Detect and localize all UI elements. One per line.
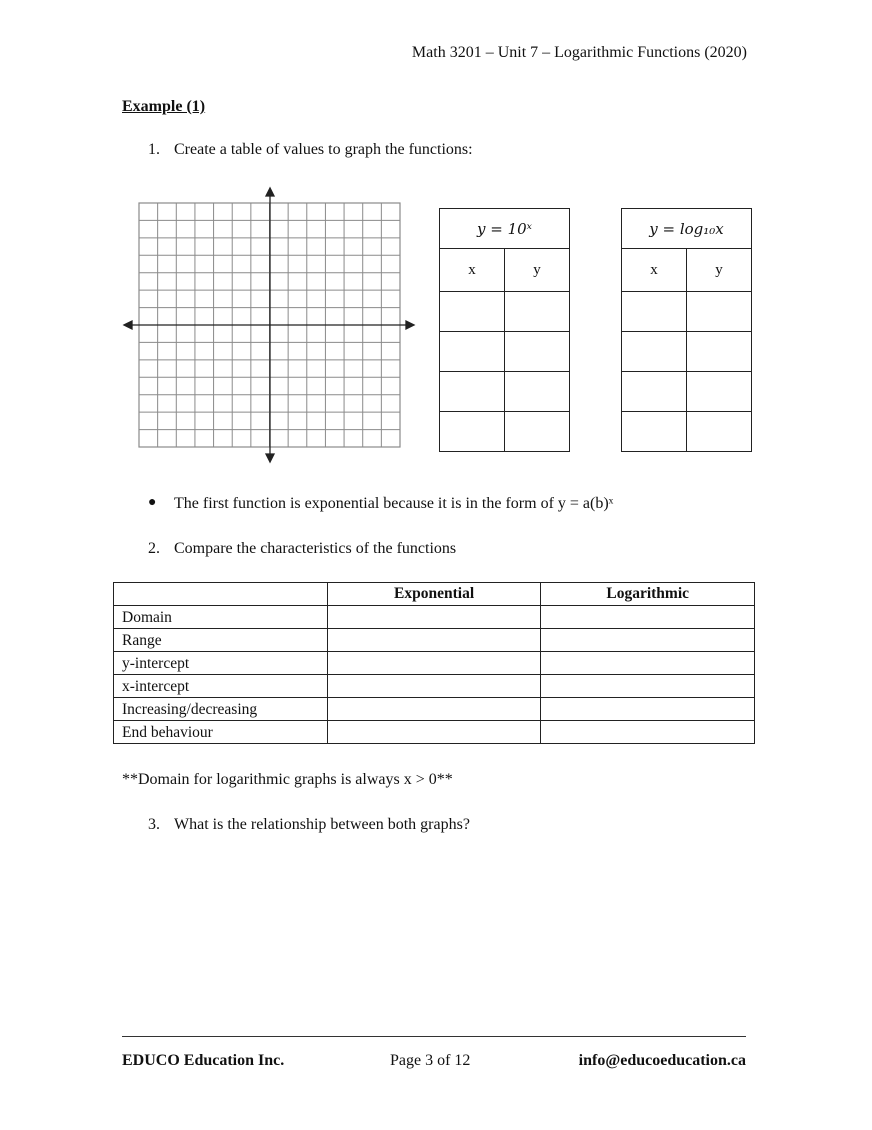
comparison-table bbox=[113, 582, 755, 744]
table-cell[interactable] bbox=[440, 292, 505, 332]
table-cell[interactable] bbox=[541, 675, 755, 698]
x-axis-left-arrow bbox=[124, 321, 132, 329]
table-row bbox=[114, 606, 755, 629]
footer-email: info@educoeducation.ca bbox=[578, 1052, 746, 1069]
table-row bbox=[114, 675, 755, 698]
x-axis-right-arrow bbox=[406, 321, 414, 329]
table-cell[interactable] bbox=[622, 332, 687, 372]
bullet-icon: ● bbox=[148, 495, 157, 510]
table-cell[interactable] bbox=[622, 292, 687, 332]
question-2-number: 2. bbox=[148, 540, 160, 557]
table-cell[interactable] bbox=[327, 606, 541, 629]
row-label-x-intercept: x-intercept bbox=[114, 675, 328, 698]
table-logarithmic-title: y = log₁₀x bbox=[622, 209, 752, 249]
table-row bbox=[114, 652, 755, 675]
row-label-y-intercept: y-intercept bbox=[114, 652, 328, 675]
table-cell[interactable] bbox=[327, 721, 541, 744]
table-cell[interactable] bbox=[505, 412, 570, 452]
table-cell[interactable] bbox=[440, 372, 505, 412]
table-cell[interactable] bbox=[327, 652, 541, 675]
table-cell[interactable] bbox=[622, 412, 687, 452]
bullet-text: The first function is exponential because it is in the form of y = a(b)ˣ bbox=[174, 495, 614, 512]
table-cell[interactable] bbox=[440, 332, 505, 372]
table-cell[interactable] bbox=[327, 698, 541, 721]
domain-note: **Domain for logarithmic graphs is always x > 0** bbox=[122, 771, 453, 788]
question-3-text: What is the relationship between both graphs? bbox=[174, 816, 470, 833]
table-cell[interactable] bbox=[687, 292, 752, 332]
table-exponential-x-header: x bbox=[440, 249, 505, 292]
table-cell[interactable] bbox=[622, 372, 687, 412]
coordinate-grid bbox=[118, 186, 420, 466]
table-row bbox=[114, 721, 755, 744]
footer-page-number: Page 3 of 12 bbox=[390, 1052, 471, 1069]
table-logarithmic bbox=[621, 208, 752, 452]
table-cell[interactable] bbox=[440, 412, 505, 452]
table-cell[interactable] bbox=[541, 606, 755, 629]
table-logarithmic-x-header: x bbox=[622, 249, 687, 292]
table-exponential-y-header: y bbox=[505, 249, 570, 292]
question-2-text: Compare the characteristics of the functions bbox=[174, 540, 457, 557]
table-cell[interactable] bbox=[541, 629, 755, 652]
question-3-number: 3. bbox=[148, 816, 160, 833]
row-label-end-behaviour: End behaviour bbox=[114, 721, 328, 744]
question-1-text: Create a table of values to graph the functions: bbox=[174, 141, 473, 158]
table-exponential bbox=[439, 208, 570, 452]
table-cell[interactable] bbox=[541, 698, 755, 721]
table-logarithmic-y-header: y bbox=[687, 249, 752, 292]
table-exponential-title: y = 10ˣ bbox=[440, 209, 570, 249]
table-cell[interactable] bbox=[327, 629, 541, 652]
comparison-header-logarithmic: Logarithmic bbox=[541, 583, 755, 606]
page-header: Math 3201 – Unit 7 – Logarithmic Functions (2020) bbox=[411, 44, 747, 61]
table-cell[interactable] bbox=[505, 292, 570, 332]
row-label-domain: Domain bbox=[114, 606, 328, 629]
table-cell[interactable] bbox=[505, 332, 570, 372]
question-1-number: 1. bbox=[148, 141, 160, 158]
table-row bbox=[114, 629, 755, 652]
row-label-range: Range bbox=[114, 629, 328, 652]
table-cell[interactable] bbox=[687, 332, 752, 372]
table-cell[interactable] bbox=[541, 721, 755, 744]
footer-company: EDUCO Education Inc. bbox=[122, 1052, 285, 1069]
comparison-header-exponential: Exponential bbox=[327, 583, 541, 606]
table-cell[interactable] bbox=[505, 372, 570, 412]
footer-divider bbox=[122, 1036, 746, 1037]
row-label-increasing-decreasing: Increasing/decreasing bbox=[114, 698, 328, 721]
comparison-header-blank bbox=[114, 583, 328, 606]
example-title: Example (1) bbox=[122, 98, 206, 115]
table-cell[interactable] bbox=[687, 372, 752, 412]
y-axis-up-arrow bbox=[266, 188, 274, 196]
table-cell[interactable] bbox=[687, 412, 752, 452]
y-axis-down-arrow bbox=[266, 454, 274, 462]
table-cell[interactable] bbox=[541, 652, 755, 675]
table-cell[interactable] bbox=[327, 675, 541, 698]
table-row bbox=[114, 698, 755, 721]
